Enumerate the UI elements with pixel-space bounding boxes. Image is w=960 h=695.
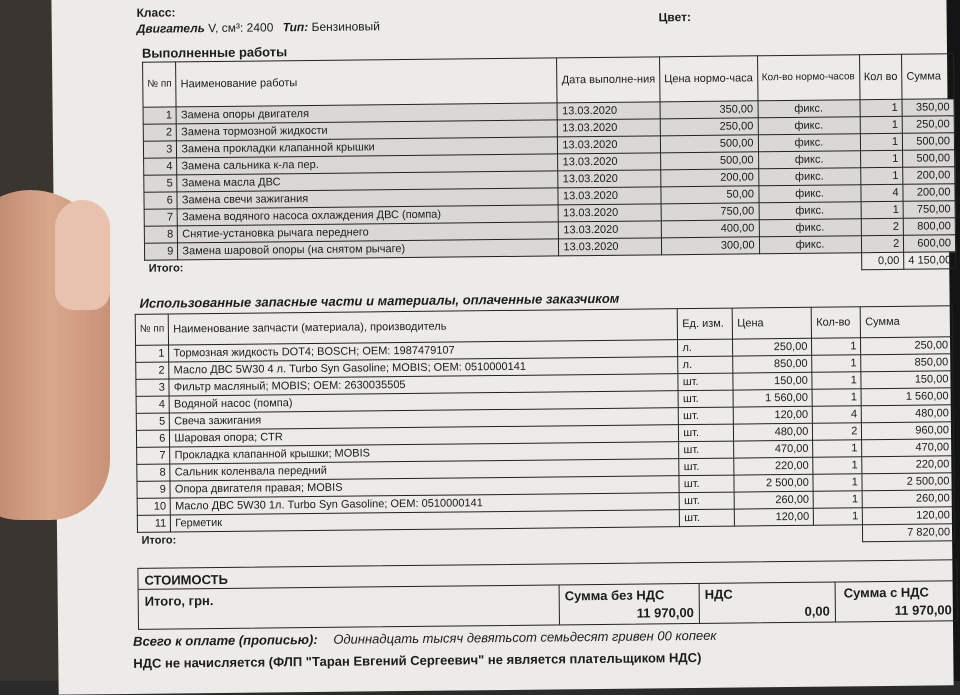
part-qty: 4 — [813, 406, 862, 424]
part-unit: шт. — [680, 509, 735, 527]
work-sum: 350,00 — [902, 99, 954, 117]
part-qty: 1 — [813, 474, 862, 492]
work-price: 400,00 — [661, 220, 759, 238]
part-sum: 220,00 — [862, 456, 954, 474]
part-name: Масло ДВС 5W30 1л. Turbo Syn Gasoline; OEM: 0510000141 — [170, 493, 679, 515]
work-price: 250,00 — [660, 118, 758, 136]
part-name: Фильтр масляный; MOBIS; OEM: 2630035505 — [169, 374, 678, 396]
work-date: 13.03.2020 — [559, 204, 662, 222]
work-hours: фикс. — [759, 219, 861, 237]
work-date: 13.03.2020 — [559, 221, 662, 239]
works-total-sum: 4 150,00 — [904, 252, 956, 270]
engine-line — [137, 19, 380, 36]
part-price: 150,00 — [733, 372, 812, 390]
vat-note: НДС не начисляется (ФЛП "Таран Евгений Сергеевич" не является плательщиком НДС) — [133, 649, 702, 671]
part-unit: шт. — [679, 441, 734, 459]
parts-table — [135, 305, 955, 550]
part-sum: 480,00 — [862, 405, 954, 423]
part-name: Свеча зажигания — [170, 408, 679, 430]
work-qty: 1 — [860, 116, 903, 133]
part-qty: 1 — [813, 491, 862, 509]
row-number: 4 — [136, 396, 170, 413]
parts-total-label: Итого: — [141, 534, 177, 548]
type-value: Бензиновый — [311, 19, 381, 34]
thumbnail-nail — [55, 200, 110, 310]
work-sum: 200,00 — [903, 167, 955, 185]
cost-box — [137, 559, 958, 630]
work-sum: 500,00 — [903, 133, 955, 151]
part-unit: л. — [678, 339, 733, 357]
col-unit: Ед. изм. — [678, 308, 733, 340]
works-body — [143, 99, 956, 260]
col-part-name: Наименование запчасти (материала), производитель — [169, 309, 678, 345]
part-unit: шт. — [678, 373, 733, 391]
engine-value: V, см³: 2400 — [208, 20, 274, 36]
part-qty: 1 — [812, 372, 861, 390]
work-date: 13.03.2020 — [557, 102, 660, 120]
part-price: 250,00 — [733, 338, 812, 356]
cost-total-label: Итого, грн. — [144, 593, 214, 609]
cost-title: СТОИМОСТЬ — [144, 571, 229, 588]
col-hours: Кол-во нормо-часов — [757, 55, 860, 101]
part-sum: 120,00 — [863, 507, 955, 525]
part-sum: 150,00 — [861, 371, 953, 389]
work-name: Замена тормозной жидкости — [177, 120, 558, 141]
without-vat-label: Сумма без НДС — [564, 587, 665, 604]
work-price: 750,00 — [661, 203, 759, 221]
row-number: 7 — [137, 447, 171, 464]
work-date: 13.03.2020 — [558, 136, 661, 154]
work-price: 300,00 — [661, 237, 759, 255]
part-qty: 2 — [813, 423, 862, 441]
work-qty: 1 — [861, 201, 904, 218]
row-number: 9 — [137, 481, 171, 498]
part-sum: 250,00 — [861, 337, 953, 355]
part-unit: шт. — [679, 424, 734, 442]
row-number: 8 — [137, 464, 171, 481]
row-number: 1 — [143, 107, 177, 124]
row-number: 2 — [143, 124, 177, 141]
row-number: 4 — [144, 158, 178, 175]
part-price: 480,00 — [734, 423, 813, 441]
part-price: 220,00 — [734, 457, 813, 475]
part-qty: 1 — [814, 508, 863, 526]
part-name: Масло ДВС 5W30 4 л. Turbo Syn Gasoline; MOBIS; OEM: 0510000141 — [169, 357, 678, 379]
work-name: Замена шаровой опоры (на снятом рычаге) — [178, 239, 559, 260]
part-name: Прокладка клапанной крышки; MOBIS — [170, 442, 679, 464]
part-unit: л. — [678, 356, 733, 374]
part-unit: шт. — [678, 390, 733, 408]
part-price: 260,00 — [734, 491, 813, 509]
row-number: 8 — [144, 226, 178, 243]
part-name: Сальник коленвала передний — [170, 459, 679, 481]
work-name: Снятие-установка рычага переднего — [178, 222, 559, 243]
work-date: 13.03.2020 — [558, 170, 661, 188]
without-vat-cell — [559, 583, 700, 624]
row-number: 3 — [143, 141, 177, 158]
work-qty: 2 — [861, 235, 904, 252]
work-hours: фикс. — [758, 100, 860, 118]
part-name: Опора двигателя правая; MOBIS — [170, 476, 679, 498]
row-number: 1 — [136, 345, 170, 362]
color-label: Цвет: — [658, 10, 692, 25]
invoice-paper — [51, 0, 953, 695]
col-qty: Кол-во — [812, 307, 861, 339]
row-number: 6 — [144, 192, 178, 209]
with-vat-cell — [835, 580, 958, 621]
row-number: 3 — [136, 379, 170, 396]
parts-body — [136, 337, 955, 533]
part-sum: 2 500,00 — [862, 473, 954, 491]
work-qty: 1 — [860, 150, 903, 167]
part-name: Герметик — [171, 510, 680, 532]
work-date: 13.03.2020 — [558, 187, 661, 205]
part-price: 470,00 — [734, 440, 813, 458]
work-date: 13.03.2020 — [559, 238, 662, 256]
works-total-qty: 0,00 — [861, 252, 904, 269]
part-unit: шт. — [679, 475, 734, 493]
to-pay-words: Одиннадцать тысяч девятьсот семьдесят гривен 00 копеек — [333, 627, 717, 647]
works-table — [142, 53, 956, 277]
work-name: Замена прокладки клапанной крышки — [177, 137, 558, 158]
part-sum: 850,00 — [861, 354, 953, 372]
work-hours: фикс. — [758, 151, 860, 169]
work-qty: 4 — [860, 184, 903, 201]
work-sum: 500,00 — [903, 150, 955, 168]
part-unit: шт. — [679, 407, 734, 425]
work-name: Замена опоры двигателя — [176, 103, 557, 124]
col-sum: Сумма — [861, 306, 953, 338]
part-price: 850,00 — [733, 355, 812, 373]
part-qty: 1 — [813, 440, 862, 458]
part-price: 1 560,00 — [733, 389, 812, 407]
work-sum: 800,00 — [903, 218, 955, 236]
row-number: 2 — [136, 362, 170, 379]
row-number: 5 — [144, 175, 178, 192]
without-vat-value: 11 970,00 — [636, 605, 694, 621]
with-vat-label: Сумма с НДС — [843, 584, 929, 601]
part-name: Водяной насос (помпа) — [169, 391, 678, 413]
work-name: Замена свечи зажигания — [177, 188, 558, 209]
work-qty: 1 — [860, 167, 903, 184]
row-number: 11 — [137, 515, 171, 532]
row-number: 9 — [144, 243, 178, 260]
parts-total-sum: 7 820,00 — [863, 524, 955, 542]
work-qty: 1 — [860, 99, 903, 116]
part-price: 120,00 — [735, 508, 814, 526]
work-hours: фикс. — [758, 168, 860, 186]
work-price: 350,00 — [660, 101, 758, 119]
col-number: № пп — [135, 314, 169, 345]
work-sum: 200,00 — [903, 184, 955, 202]
part-name: Шаровая опора; CTR — [170, 425, 679, 447]
works-title: Выполненные работы — [141, 44, 288, 61]
work-price: 500,00 — [660, 152, 758, 170]
work-hours: фикс. — [759, 202, 861, 220]
work-hours: фикс. — [759, 236, 861, 254]
row-number: 5 — [136, 413, 170, 430]
row-number: 7 — [144, 209, 178, 226]
to-pay-label: Всего к оплате (прописью): — [133, 631, 318, 649]
part-sum: 470,00 — [862, 439, 954, 457]
works-total-label: Итого: — [148, 262, 184, 275]
work-name: Замена водяного насоса охлаждения ДВС (помпа) — [177, 205, 558, 226]
vat-label: НДС — [704, 586, 733, 602]
with-vat-value: 11 970,00 — [894, 602, 952, 618]
vat-cell — [699, 582, 836, 623]
work-sum: 750,00 — [903, 201, 955, 219]
type-label: Тип: — [282, 20, 309, 35]
work-price: 200,00 — [661, 169, 759, 187]
work-price: 50,00 — [661, 186, 759, 204]
class-label: Класс: — [136, 5, 176, 20]
row-number: 6 — [136, 430, 170, 447]
col-sum: Сумма — [902, 54, 954, 100]
col-number: № пп — [143, 62, 177, 107]
work-hours: фикс. — [758, 185, 860, 203]
work-hours: фикс. — [758, 117, 860, 135]
part-qty: 1 — [813, 457, 862, 475]
part-price: 2 500,00 — [734, 474, 813, 492]
engine-label: Двигатель — [136, 21, 205, 36]
work-name: Замена сальника к-ла пер. — [177, 154, 558, 175]
part-unit: шт. — [679, 492, 734, 510]
work-sum: 600,00 — [904, 235, 956, 253]
part-unit: шт. — [679, 458, 734, 476]
work-qty: 1 — [860, 133, 903, 150]
part-sum: 960,00 — [862, 422, 954, 440]
part-name: Тормозная жидкость DOT4; BOSCH; OEM: 1987479107 — [169, 340, 678, 362]
work-name: Замена масла ДВС — [177, 171, 558, 192]
row-number: 10 — [137, 498, 171, 515]
part-sum: 260,00 — [862, 490, 954, 508]
part-sum: 1 560,00 — [861, 388, 953, 406]
work-date: 13.03.2020 — [558, 119, 661, 137]
part-qty: 1 — [812, 338, 861, 356]
col-work-name: Наименование работы — [176, 58, 558, 107]
part-price: 120,00 — [734, 406, 813, 424]
work-price: 500,00 — [660, 135, 758, 153]
work-sum: 250,00 — [902, 116, 954, 134]
work-date: 13.03.2020 — [558, 153, 661, 171]
col-qty: Кол во — [859, 54, 902, 99]
part-qty: 1 — [812, 389, 861, 407]
work-qty: 2 — [861, 218, 904, 235]
work-hours: фикс. — [758, 134, 860, 152]
col-hour-price: Цена нормо-часа — [659, 56, 757, 102]
col-price: Цена — [733, 307, 812, 339]
part-qty: 1 — [812, 355, 861, 373]
vat-value: 0,00 — [804, 603, 830, 619]
col-date: Дата выполне-ния — [557, 57, 660, 103]
to-pay-line — [133, 628, 717, 649]
parts-title: Использованные запасные части и материалы, оплаченные заказчиком — [139, 290, 620, 311]
